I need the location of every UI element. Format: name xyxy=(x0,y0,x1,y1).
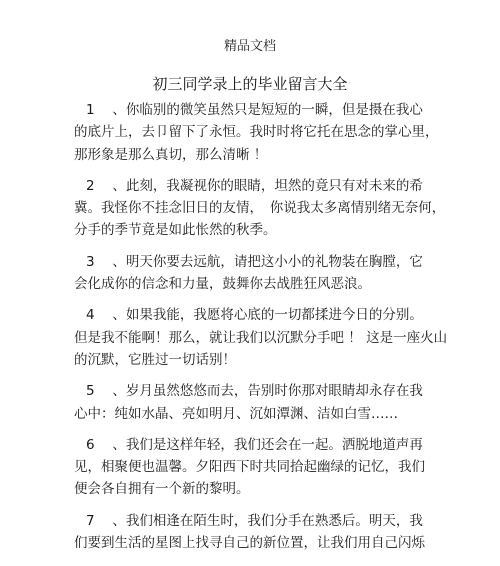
paragraph-line: 那形象是那么真切，那么清晰 ！ xyxy=(74,146,268,163)
paragraph-line: 5 、岁月虽然悠悠而去，告别时你那对眼睛却永存在我 xyxy=(86,383,423,400)
paragraph-6 xyxy=(74,434,434,501)
paragraph-line: 7 、我们相逢在陌生时，我们分手在熟悉后。明天，我 xyxy=(86,512,423,529)
paragraph-line: 的沉默，它胜过一切话别！ xyxy=(74,351,236,368)
paragraph-line: 的底片上，去卩留下了永恒。我时时将它托在思念的掌心里， xyxy=(74,124,439,141)
paragraph-line: 1 、你临别的微笑虽然只是短短的一瞬，但是摄在我心 xyxy=(86,102,423,118)
paragraph-line: 会化成你的信念和力量，鼓舞你去战胜狂风恶浪。 xyxy=(74,276,371,293)
paragraph-line: 2 、此刻，我凝视你的眼睛，坦然的竟只有对未来的希 xyxy=(86,177,423,194)
paragraph-line: 分手的季节竟是如此怅然的秋季。 xyxy=(74,222,277,239)
paragraph-line: 见，相聚便也温馨。夕阳西下时共同拾起幽绿的记忆，我们 xyxy=(74,459,425,476)
page-header: 精品文档 xyxy=(223,39,276,54)
paragraph-line: 冀。我怪你不挂念旧日的友情， 你说我太多离情别绪无奈何， xyxy=(74,200,446,217)
paragraph-1 xyxy=(74,99,439,166)
paragraph-line: 便会各自拥有一个新的黎明。 xyxy=(74,481,250,498)
paragraph-7 xyxy=(74,510,434,555)
paragraph-line: 3 、明天你要去远航，请把这小小的礼物装在胸膛，它 xyxy=(86,253,423,270)
paragraph-3 xyxy=(74,251,434,296)
document-title: 初三同学录上的毕业留言大全 xyxy=(152,75,348,93)
paragraph-line: 心中：纯如水晶、亮如明月、沉如潭渊、洁如白雪…… xyxy=(74,405,398,422)
document-body xyxy=(74,99,448,554)
paragraph-line: 6 、我们是这样年轻，我们还会在一起。洒脱地道声再 xyxy=(86,436,423,453)
paragraph-line: 4 、如果我能，我愿将心底的一切都揉进今日的分别。 xyxy=(86,307,423,324)
paragraph-line: 但是我不能啊！那么，就让我们以沉默分手吧 ！ 这是一座火山 xyxy=(74,329,448,346)
paragraph-line: 们要到生活的星图上找寻自己的新位置，让我们用自己闪烁 xyxy=(74,535,425,552)
paragraph-5 xyxy=(74,380,434,425)
paragraph-4 xyxy=(74,304,448,371)
paragraph-2 xyxy=(74,175,446,242)
